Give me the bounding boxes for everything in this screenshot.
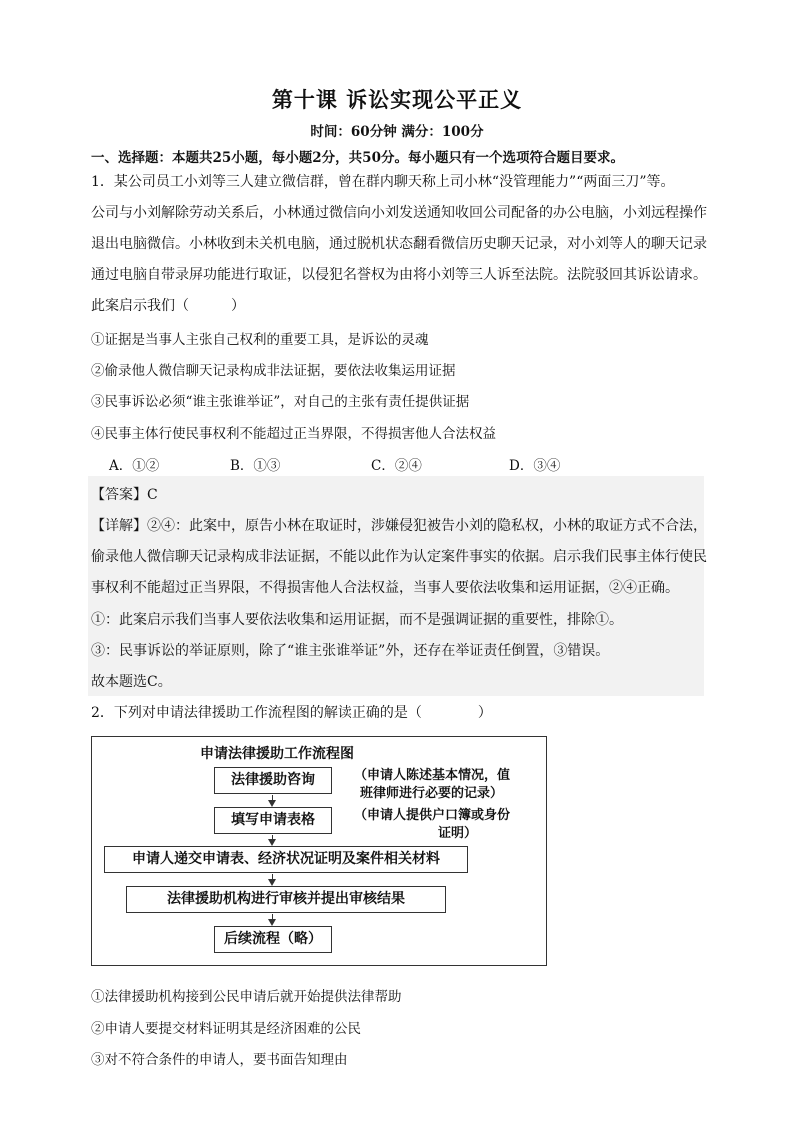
flow-step-fill-form: 填写申请表格 — [214, 807, 332, 834]
choice-a[interactable]: A．①② — [109, 458, 160, 474]
flow-step-consult: 法律援助咨询 — [214, 767, 332, 794]
arrow-down-icon — [272, 874, 273, 884]
flow-step-review: 法律援助机构进行审核并提出审核结果 — [126, 886, 446, 913]
q1-statement-2: ②偷录他人微信聊天记录构成非法证据，要依法收集运用证据 — [91, 363, 456, 379]
question-2-stem: 2．下列对申请法律援助工作流程图的解读正确的是（ ） — [91, 705, 492, 721]
analysis-line-2: 偷录他人微信聊天记录构成非法证据，不能以此作为认定案件事实的依据。启示我们民事主体行使民 — [91, 549, 707, 565]
flow-step-followup: 后续流程（略） — [214, 926, 332, 953]
q1-line-4: 通过电脑自带录屏功能进行取证，以侵犯名誉权为由将小刘等三人诉至法院。法院驳回其诉讼请求。 — [91, 267, 707, 283]
section-heading: 一、选择题：本题共25小题，每小题2分，共50分。每小题只有一个选项符合题目要求。 — [91, 150, 624, 166]
q1-choices — [109, 454, 669, 474]
q1-statement-4: ④民事主体行使民事权利不能超过正当界限，不得损害他人合法权益 — [91, 426, 496, 442]
flowchart-title: 申请法律援助工作流程图 — [200, 746, 354, 762]
flow-note-consult-2: 班律师进行必要的记录） — [360, 786, 504, 801]
analysis-line-3: 事权利不能超过正当界限，不得损害他人合法权益，当事人要依法收集和运用证据，②④正确。 — [91, 580, 679, 596]
flow-note-consult-1: （申请人陈述基本情况，值 — [354, 768, 511, 783]
q1-line-5: 此案启示我们（ ） — [91, 298, 245, 314]
flow-note-form-1: （申请人提供户口簿或身份 — [354, 808, 511, 823]
choice-c[interactable]: C．②④ — [371, 458, 422, 474]
q1-line-3: 退出电脑微信。小林收到未关机电脑，通过脱机状态翻看微信历史聊天记录，对小刘等人的聊天记录 — [91, 236, 707, 252]
choice-b[interactable]: B．①③ — [230, 458, 281, 474]
q1-line-1: 1．某公司员工小刘等三人建立微信群，曾在群内聊天称上司小林“没管理能力”“两面三刀”等。 — [91, 174, 675, 190]
question-1-stem — [91, 167, 705, 322]
flowchart — [91, 736, 547, 966]
arrow-down-icon — [272, 835, 273, 844]
arrow-down-icon — [272, 795, 273, 805]
exam-meta: 时间：60分钟 满分：100分 — [310, 124, 484, 140]
q1-statement-1: ①证据是当事人主张自己权利的重要工具，是诉讼的灵魂 — [91, 332, 429, 348]
choice-d[interactable]: D．③④ — [509, 458, 561, 474]
q2-statement-3: ③对不符合条件的申请人，要书面告知理由 — [91, 1052, 348, 1068]
analysis-line-6: 故本题选C。 — [91, 674, 172, 690]
page-title: 第十课 诉讼实现公平正义 — [271, 87, 523, 112]
q2-statement-2: ②申请人要提交材料证明其是经济困难的公民 — [91, 1021, 361, 1037]
q1-line-2: 公司与小刘解除劳动关系后，小林通过微信向小刘发送通知收回公司配备的办公电脑，小刘远程操作 — [91, 205, 707, 221]
answer-label: 【答案】C — [91, 487, 158, 503]
q2-statement-1: ①法律援助机构接到公民申请后就开始提供法律帮助 — [91, 989, 402, 1005]
analysis-line-4: ①：此案启示我们当事人要依法收集和运用证据，而不是强调证据的重要性，排除①。 — [91, 612, 623, 628]
arrow-down-icon — [272, 914, 273, 924]
analysis-line-5: ③：民事诉讼的举证原则，除了“谁主张谁举证”外，还存在举证责任倒置，③错误。 — [91, 643, 610, 659]
analysis-line-1: 【详解】②④：此案中，原告小林在取证时，涉嫌侵犯被告小刘的隐私权，小林的取证方式不合法， — [91, 518, 707, 534]
flow-note-form-2: 证明） — [438, 826, 478, 841]
q1-statement-3: ③民事诉讼必须“谁主张谁举证”，对自己的主张有责任提供证据 — [91, 394, 470, 410]
flow-step-submit: 申请人递交申请表、经济状况证明及案件相关材料 — [104, 846, 468, 873]
